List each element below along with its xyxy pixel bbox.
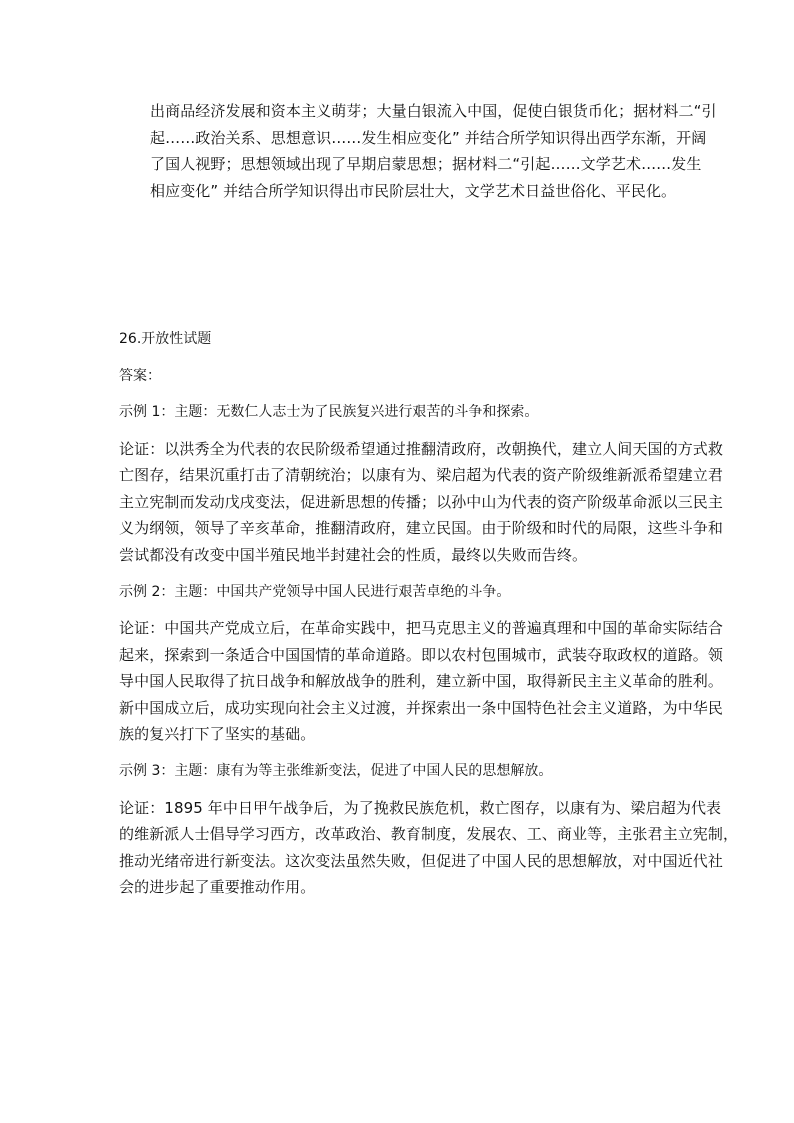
- example-3-argument: [119, 795, 739, 901]
- text-line: 论证：1895 年中日甲午战争后，为了挽救民族危机，救亡图存，以康有为、梁启超为代表: [119, 798, 722, 817]
- text-line: 推动光绪帝进行新变法。这次变法虽然失败，但促进了中国人民的思想解放，对中国近代社: [119, 851, 724, 870]
- text-line: 新中国成立后，成功实现向社会主义过渡，并探索出一条中国特色社会主义道路，为中华民: [119, 698, 724, 717]
- text-line: 相应变化” 并结合所学知识得出市民阶层壮大，文学艺术日益世俗化、平民化。: [150, 181, 677, 200]
- text-line: 义为纲领，领导了辛亥革命，推翻清政府，建立民国。由于阶级和时代的局限，这些斗争和: [119, 519, 724, 537]
- text-line: 会的进步起了重要推动作用。: [119, 878, 316, 896]
- text-line: 起……政治关系、思想意识……发生相应变化” 并结合所学知识得出西学东渐，开阔: [150, 128, 707, 147]
- example-1-argument: [119, 436, 724, 569]
- text-line: 论证：以洪秀全为代表的农民阶级希望通过推翻清政府，改朝换代，建立人间天国的方式救: [119, 439, 724, 458]
- example-2-theme: 示例 2：主题：中国共产党领导中国人民进行艰苦卓绝的斗争。: [119, 583, 511, 600]
- text-line: 导中国人民取得了抗日战争和解放战争的胜利，建立新中国，取得新民主主义革命的胜利。: [119, 672, 724, 690]
- text-line: 起来，探索到一条适合中国国情的革命道路。即以农村包围城市，武装夺取政权的道路。领: [119, 645, 724, 664]
- example-3-theme: 示例 3：主题：康有为等主张维新变法，促进了中国人民的思想解放。: [119, 763, 553, 779]
- text-line: 出商品经济发展和资本主义萌芽；大量白银流入中国，促使白银货币化；据材料二“引: [150, 102, 717, 120]
- text-line: 主立宪制而发动戊戌变法，促进新思想的传播；以孙中山为代表的资产阶级革命派以三民主: [119, 492, 724, 511]
- example-2-argument: [119, 615, 724, 748]
- example-1-theme: 示例 1：主题：无数仁人志士为了民族复兴进行艰苦的斗争和探索。: [119, 404, 539, 420]
- previous-answer-continuation: [150, 98, 717, 204]
- text-line: 的维新派人士倡导学习西方，改革政治、教育制度，发展农、工、商业等，主张君主立宪制，: [119, 825, 739, 843]
- question-26-section: [119, 326, 739, 911]
- text-line: 族的复兴打下了坚实的基础。: [119, 725, 316, 743]
- question-title: 26.开放性试题: [119, 331, 212, 347]
- answer-label: 答案：: [119, 367, 161, 384]
- text-line: 亡图存，结果沉重打击了清朝统治；以康有为、梁启超为代表的资产阶级维新派希望建立君: [119, 466, 724, 484]
- text-line: 论证：中国共产党成立后，在革命实践中，把马克思主义的普遍真理和中国的革命实际结合: [119, 619, 724, 637]
- text-line: 尝试都没有改变中国半殖民地半封建社会的性质，最终以失败而告终。: [119, 545, 588, 564]
- text-line: 了国人视野；思想领域出现了早期启蒙思想；据材料二“引起……文学艺术……发生: [150, 155, 702, 173]
